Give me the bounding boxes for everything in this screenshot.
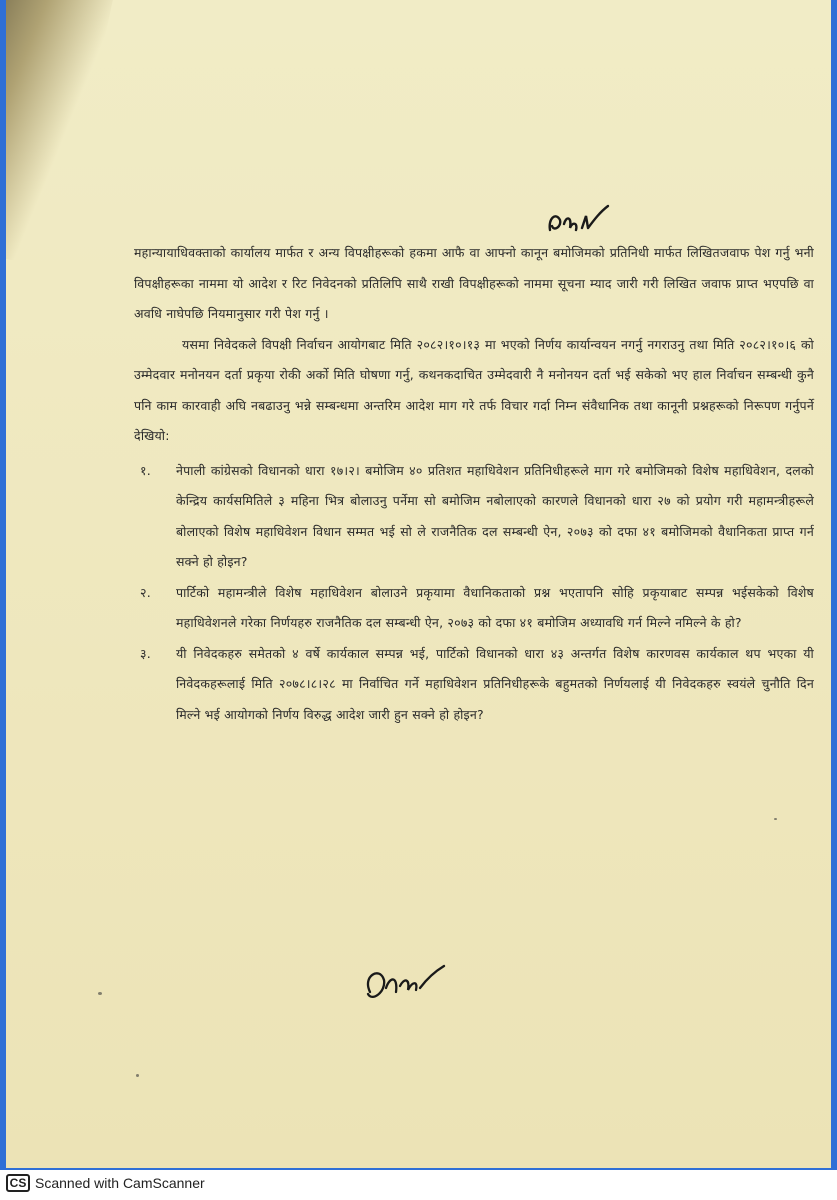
question-item-2 xyxy=(140,578,814,639)
question-list xyxy=(134,456,814,731)
paragraph-summons: महान्यायाधिवक्ताको कार्यालय मार्फत र अन्य विपक्षीहरूको हकमा आफै वा आफ्नो कानून बमोजिमको प्रतिनिधी मार्फत लिखितजवाफ पेश गर्नु भनी विपक्षीहरूका नाममा यो आदेश र रिट निवेदनको प्रतिलिपि साथै राखी विपक्षीहरूको नाममा सूचना म्याद जारी गरी लिखित जवाफ प्राप्त भएपछि वा अवधि नाघेपछि नियमानुसार गरी पेश गर्नु । xyxy=(134,245,814,321)
dust-speck xyxy=(136,1074,139,1077)
paragraph-interim-order: यसमा निवेदकले विपक्षी निर्वाचन आयोगबाट मिति २०८२।१०।१३ मा भएको निर्णय कार्यान्वयन नगर्नु नगराउनु तथा मिति २०८२।१०।६ को उम्मेदवार मनोनयन दर्ता प्रकृया रोकी अर्को मिति घोषणा गर्नु, कथनकदाचित उम्मेदवारी नै मनोनयन दर्ता भई सकेको भए हाल निर्वाचन सम्बन्धी कुनै पनि काम कारवाही अघि नबढाउनु भन्ने सम्बन्धमा अन्तरिम आदेश माग गरे तर्फ विचार गर्दा निम्न संवैधानिक तथा कानूनी प्रश्नहरूको निरूपण गर्नुपर्ने देखियो: xyxy=(134,336,814,443)
order-text xyxy=(134,238,814,730)
dust-speck xyxy=(774,818,777,820)
page-shadow-edge xyxy=(6,0,114,269)
question-text: नेपाली कांग्रेसको विधानको धारा १७।२। बमोजिम ४० प्रतिशत महाधिवेशन प्रतिनिधीहरूले माग गरे बमोजिमको विशेष महाधिवेशन, दलको केन्द्रिय कार्यसमितिले ३ महिना भित्र बोलाउनु पर्नेमा सो बमोजिम नबोलाएको कारणले विधानको धारा २७ को प्रयोग गरी महामन्त्रीहरूले बोलाएको विशेष महाधिवेशन विधान सम्मत भई सो ले राजनैतिक दल सम्बन्धी ऐन, २०७३ को दफा ४१ बमोजिमको वैधानिकता प्राप्त गर्न सक्ने हो होइन? xyxy=(176,462,814,569)
question-item-3 xyxy=(140,639,814,731)
watermark-label: Scanned with CamScanner xyxy=(35,1175,205,1191)
signature-bottom-icon xyxy=(358,962,450,1010)
question-number: २. xyxy=(140,584,151,600)
question-number: ३. xyxy=(140,645,151,661)
camscanner-logo-icon: CS xyxy=(6,1174,30,1192)
question-text: यी निवेदकहरु समेतको ४ वर्षे कार्यकाल सम्पन्न भई, पार्टिको विधानको धारा ४३ अन्तर्गत विशेष कारणवस कार्यकाल थप भएका यी निवेदकहरूलाई मिति २०७८।८।२८ मा निर्वाचित गर्ने महाधिवेशन प्रतिनिधीहरूके बहुमतको निर्णयलाई यी निवेदकहरु स्वयंले चुनौति दिन मिल्ने भई आयोगको निर्णय विरुद्ध आदेश जारी हुन सक्ने हो होइन? xyxy=(176,645,814,722)
scanned-page xyxy=(6,0,831,1168)
dust-speck xyxy=(98,992,102,995)
question-item-1 xyxy=(140,456,814,578)
question-text: पार्टिको महामन्त्रीले विशेष महाधिवेशन बोलाउने प्रकृयामा वैधानिकताको प्रश्न भएतापनि सोहि प्रकृयाबाट सम्पन्न भईसकेको विशेष महाधिवेशनले गरेका निर्णयहरु राजनैतिक दल सम्बन्धी ऐन, २०७३ को दफा ४१ बमोजिम अध्यावधि गर्न मिल्ने नमिल्ने के हो? xyxy=(176,584,814,630)
camscanner-watermark xyxy=(6,1172,205,1194)
question-number: १. xyxy=(140,462,151,478)
